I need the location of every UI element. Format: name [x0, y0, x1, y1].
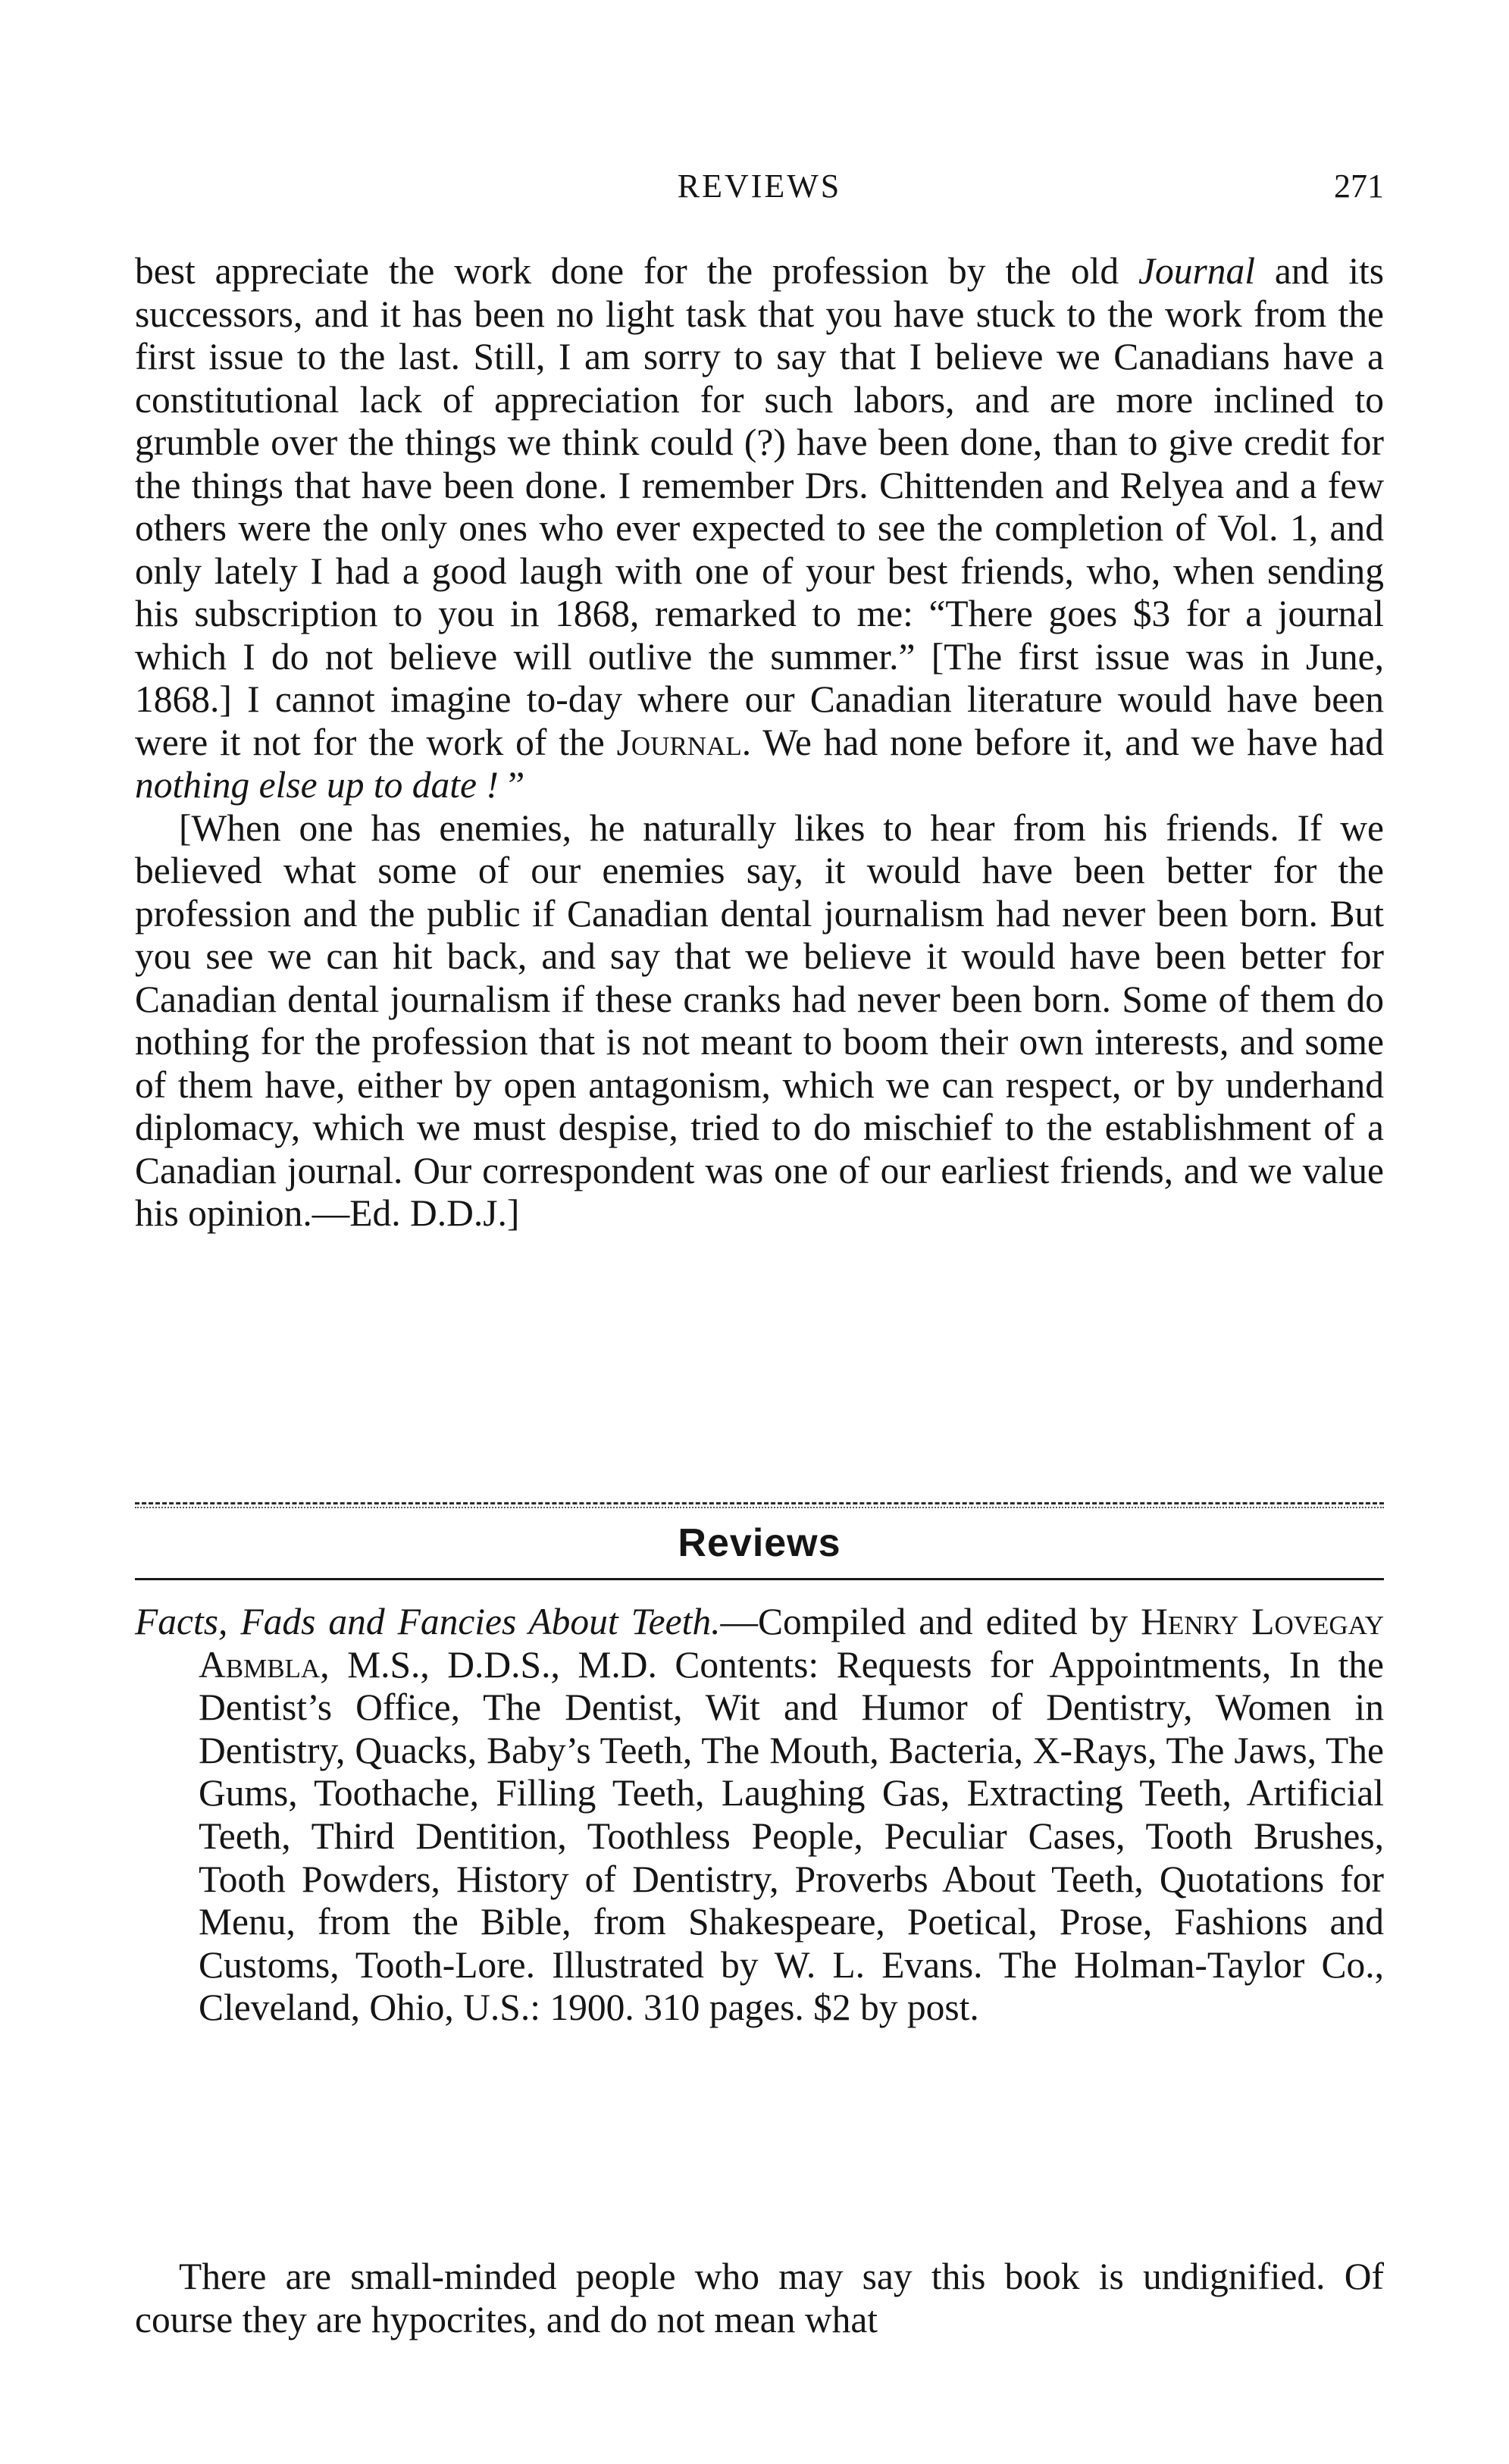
review-entry: Facts, Fads and Fancies About Teeth.—Compiled and edited by Henry Lovegay Abmbla, M.S., D.D.S., M.D. Contents: Requests for Appointments, In the Dentist’s Office, The Dentist, Wit and Humor of Dentistry, Women in Dentistry, Quacks, Baby’s Teeth, The Mouth, Bacteria, X-Rays, The Jaws, The Gums, Toothache, Filling Teeth, Laughing Gas, Extracting Teeth, Artificial Teeth, Third Dentition, Toothless People, Peculiar Cases, Tooth Brushes, Tooth Powders, History of Dentistry, Proverbs About Teeth, Quotations for Menu, from the Bible, from Shakespeare, Poetical, Prose, Fashions and Customs, Tooth-Lore. Illustrated by W. L. Evans. The Holman-Taylor Co., Cleveland, Ohio, U.S.: 1900. 310 pages. $2 by post. — [135, 1601, 1384, 2029]
book-details: , M.S., D.D.S., M.D. Contents: Requests for Appointments, In the Dentist’s Office, The Dentist, Wit and Humor of Dentistry, Women in Dentistry, Quacks, Baby’s Teeth, The Mouth, Bacteria, X-Rays, The Jaws, The Gums, Toothache, Filling Teeth, Laughing Gas, Extracting Teeth, Artificial Teeth, Third Dentition, Toothless People, Peculiar Cases, Tooth Brushes, Tooth Powders, History of Dentistry, Proverbs About Teeth, Quotations for Menu, from the Bible, from Shakespeare, Poetical, Prose, Fashions and Customs, Tooth-Lore. Illustrated by W. L. Evans. The Holman-Taylor Co., Cleveland, Ohio, U.S.: 1900. 310 pages. $2 by post. — [199, 1643, 1384, 2029]
letter-text: best appreciate the work done for the profession by the old Journal and its successors, and it has been no light task that you have stuck to the work from the first issue to the last. Still, I am sorry to say that I believe we Canadians have a constitutional lack of appreciation for such labors, and are more inclined to grumble over the things we think could (?) have been done, than to give credit for the things that have been done. I remember Drs. Chittenden and Relyea and a few others were the only ones who ever expected to see the completion of Vol. 1, and only lately I had a good laugh with one of your best friends, who, when sending his subscription to you in 1868, remarked to me: “There goes $3 for a journal which I do not believe will outlive the summer.” [The first issue was in June, 1868.] I cannot imagine to-day where our Canadian literature would have been were it not for the work of the Journal. We had none before it, and we have had nothing else up to date ! ” — [135, 250, 1384, 806]
journal-name-caps: Journal — [616, 721, 742, 763]
section-heading: Reviews — [678, 1521, 841, 1565]
letter-paragraph — [135, 250, 1384, 1235]
book-title: Facts, Fads and Fancies About Teeth. — [135, 1601, 721, 1642]
editor-note: [When one has enemies, he naturally likes to hear from his friends. If we believed what some of our enemies say, it would have been better for the profession and the public if Canadian dental journalism had never been born. But you see we can hit back, and say that we believe it would have been better for Canadian dental journalism if these cranks had never been born. Some of them do nothing for the profession that is not meant to boom their own interests, and some of them have, either by open antagonism, which we can respect, or by underhand diplomacy, which we must despise, tried to do mischief to the establishment of a Canadian journal. Our correspondent was one of our earliest friends, and we value his opinion.—Ed. D.D.J.] — [135, 806, 1384, 1234]
running-title: REVIEWS — [677, 168, 842, 205]
author-name: Henry Lovegay Abmbla — [199, 1601, 1384, 1686]
journal-title: Journal — [1138, 250, 1255, 292]
review-text: There are small-minded people who may say this book is undignified. Of course they are hypocrites, and do not mean what — [135, 2256, 1384, 2340]
page-number: 271 — [1334, 168, 1384, 205]
emphasis-text: nothing else up to date ! — [135, 764, 499, 806]
heading-rule — [135, 1578, 1384, 1580]
section-divider — [135, 1502, 1384, 1512]
running-head — [135, 164, 1384, 209]
